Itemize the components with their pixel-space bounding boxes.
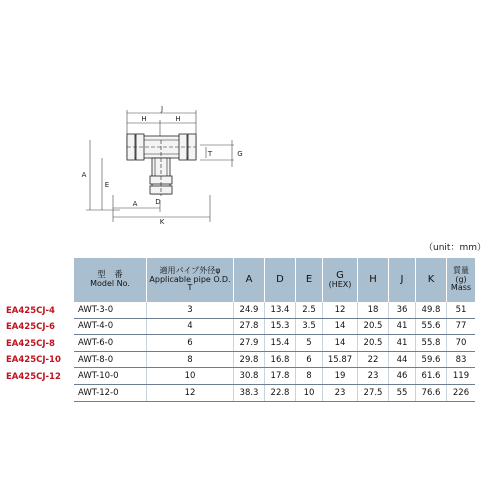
cell-g: 14 (323, 318, 358, 335)
cell-d: 16.8 (265, 351, 296, 368)
table-row (74, 302, 475, 318)
cell-k: 61.6 (416, 368, 447, 385)
table-row (74, 351, 475, 368)
cell-model: AWT-3-0 (74, 302, 147, 318)
cell-e: 5 (296, 335, 323, 352)
header-h: H (358, 258, 389, 302)
cell-a: 24.9 (234, 302, 265, 318)
cell-e: 2.5 (296, 302, 323, 318)
cell-t: 6 (147, 335, 234, 352)
dim-label-k: K (159, 218, 165, 225)
cell-j: 36 (389, 302, 416, 318)
header-mass-jp: 質量 (453, 266, 469, 276)
cell-d: 15.3 (265, 318, 296, 335)
header-pipe-en: Applicable pipe O.D. (149, 274, 231, 284)
dim-label-j: J (160, 105, 164, 113)
cell-d: 15.4 (265, 335, 296, 352)
cell-h: 18 (358, 302, 389, 318)
cell-h: 27.5 (358, 384, 389, 401)
cell-g: 15.87 (323, 351, 358, 368)
header-e: E (296, 258, 323, 302)
cell-d: 22.8 (265, 384, 296, 401)
cell-a: 27.9 (234, 335, 265, 352)
dim-label-h-left: H (141, 115, 147, 123)
cell-t: 4 (147, 318, 234, 335)
product-code: EA425CJ-6 (6, 322, 55, 333)
cell-j: 44 (389, 351, 416, 368)
cell-mass: 77 (447, 318, 476, 335)
product-code: EA425CJ-10 (6, 355, 61, 366)
header-pipe-symbol: T (187, 283, 193, 293)
cell-model: AWT-6-0 (74, 335, 147, 352)
cell-g: 23 (323, 384, 358, 401)
cell-k: 76.6 (416, 384, 447, 401)
table-row (74, 368, 475, 385)
header-d: D (265, 258, 296, 302)
dim-label-h-right: H (175, 115, 181, 123)
header-mass-en: Mass (450, 283, 472, 293)
spec-table (74, 258, 475, 402)
product-code-list (6, 303, 76, 385)
cell-mass: 51 (447, 302, 476, 318)
header-model-jp: 型 番 (97, 270, 123, 281)
cell-h: 23 (358, 368, 389, 385)
dim-label-t: T (207, 150, 213, 158)
dim-label-a-horizontal: A (132, 200, 138, 208)
cell-e: 6 (296, 351, 323, 368)
tee-fitting-diagram (70, 100, 250, 225)
cell-model: AWT-10-0 (74, 368, 147, 385)
cell-k: 49.8 (416, 302, 447, 318)
cell-h: 20.5 (358, 318, 389, 335)
cell-a: 27.8 (234, 318, 265, 335)
header-mass (447, 258, 476, 302)
table-row (74, 318, 475, 335)
cell-mass: 70 (447, 335, 476, 352)
cell-mass: 226 (447, 384, 476, 401)
header-model (74, 258, 147, 302)
cell-model: AWT-4-0 (74, 318, 147, 335)
tee-fitting-drawing (70, 100, 250, 225)
cell-t: 12 (147, 384, 234, 401)
table-body (74, 302, 475, 401)
cell-j: 41 (389, 335, 416, 352)
cell-e: 10 (296, 384, 323, 401)
unit-label: （unit：mm） (424, 243, 486, 253)
cell-mass: 83 (447, 351, 476, 368)
cell-t: 10 (147, 368, 234, 385)
cell-h: 20.5 (358, 335, 389, 352)
table-row (74, 335, 475, 352)
cell-e: 3.5 (296, 318, 323, 335)
header-pipe-jp: 適用パイプ外径φ (159, 266, 221, 276)
cell-k: 59.6 (416, 351, 447, 368)
table-header-row (74, 258, 475, 302)
cell-k: 55.6 (416, 318, 447, 335)
cell-mass: 119 (447, 368, 476, 385)
cell-g: 12 (323, 302, 358, 318)
header-pipe (147, 258, 234, 302)
cell-g: 19 (323, 368, 358, 385)
cell-t: 3 (147, 302, 234, 318)
product-code: EA425CJ-12 (6, 371, 61, 382)
header-j: J (389, 258, 416, 302)
cell-h: 22 (358, 351, 389, 368)
header-a: A (234, 258, 265, 302)
header-mass-unit: (g) (455, 274, 467, 284)
table-row (74, 384, 475, 401)
cell-g: 14 (323, 335, 358, 352)
header-g-hex: (HEX) (328, 280, 352, 290)
cell-j: 55 (389, 384, 416, 401)
header-g-label: G (336, 269, 344, 281)
cell-t: 8 (147, 351, 234, 368)
product-code: EA425CJ-4 (6, 306, 55, 316)
header-model-en: Model No. (90, 279, 130, 289)
product-code: EA425CJ-8 (6, 338, 55, 349)
cell-a: 29.8 (234, 351, 265, 368)
cell-d: 13.4 (265, 302, 296, 318)
dim-label-a-vertical: A (81, 171, 87, 179)
cell-model: AWT-12-0 (74, 384, 147, 401)
cell-d: 17.8 (265, 368, 296, 385)
cell-a: 30.8 (234, 368, 265, 385)
cell-a: 38.3 (234, 384, 265, 401)
cell-e: 8 (296, 368, 323, 385)
dim-label-d: D (155, 198, 161, 206)
dim-label-g: G (237, 150, 243, 158)
cell-k: 55.8 (416, 335, 447, 352)
cell-j: 46 (389, 368, 416, 385)
header-g (323, 258, 358, 302)
cell-j: 41 (389, 318, 416, 335)
header-k: K (416, 258, 447, 302)
dim-label-e: E (104, 181, 110, 189)
cell-model: AWT-8-0 (74, 351, 147, 368)
